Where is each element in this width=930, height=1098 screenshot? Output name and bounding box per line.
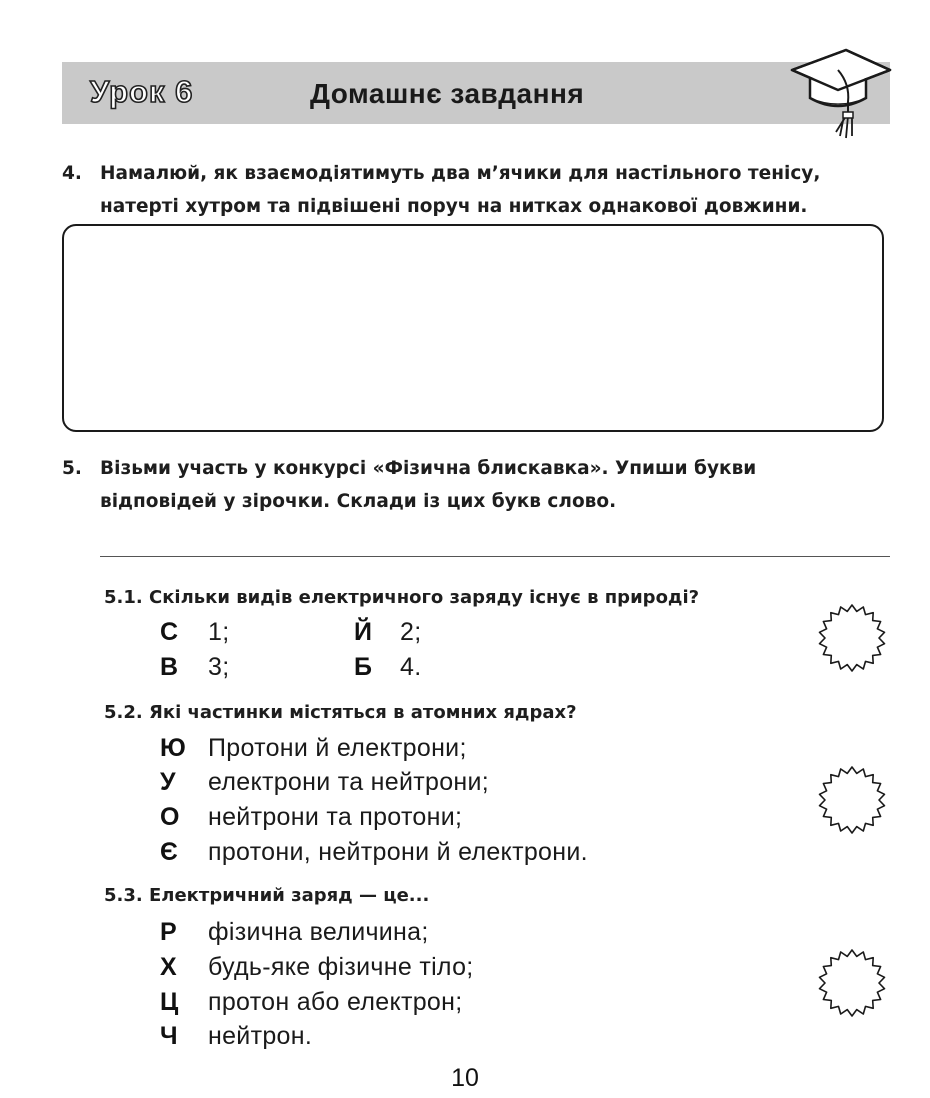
task-number: 5. (62, 458, 82, 479)
option-letter: Б (354, 653, 372, 681)
option-letter: Й (354, 618, 372, 646)
task-text-line: Намалюй, як взаємодіятимуть два м’ячики для настільного тенісу, (100, 163, 821, 184)
star-answer-icon[interactable] (816, 764, 888, 836)
task-text-line: відповідей у зірочки. Склади із цих букв слово. (100, 491, 617, 512)
option-letter: Ц (160, 988, 179, 1016)
graduation-cap-icon (788, 40, 892, 142)
option-text: 3; (208, 653, 230, 681)
option-text: фізична величина; (208, 918, 429, 946)
option-text: 1; (208, 618, 230, 646)
drawing-area[interactable] (62, 224, 884, 432)
option-letter: О (160, 803, 180, 831)
task-text-line: Візьми участь у конкурсі «Фізична блискавка». Упиши букви (100, 458, 757, 479)
task-text-line: натерті хутром та підвішені поруч на нитках однакової довжини. (100, 196, 808, 217)
star-answer-icon[interactable] (816, 947, 888, 1019)
option-text: електрони та нейтрони; (208, 768, 490, 796)
option-letter: Р (160, 918, 177, 946)
option-letter: Ю (160, 734, 186, 762)
question-title: 5.3. Електричний заряд — це... (104, 885, 430, 906)
answer-line[interactable] (100, 556, 890, 557)
option-text: 2; (400, 618, 422, 646)
task-number: 4. (62, 163, 82, 184)
option-text: нейтрон. (208, 1022, 313, 1050)
page-number: 10 (451, 1064, 479, 1092)
option-text: Протони й електрони; (208, 734, 467, 762)
option-text: протони, нейтрони й електрони. (208, 838, 588, 866)
star-answer-icon[interactable] (816, 602, 888, 674)
option-text: будь-яке фізичне тіло; (208, 953, 474, 981)
option-letter: У (160, 768, 176, 796)
question-title: 5.2. Які частинки містяться в атомних ядрах? (104, 702, 577, 723)
option-letter: Х (160, 953, 177, 981)
lesson-label: Урок 6 (90, 74, 194, 109)
option-letter: Ч (160, 1022, 178, 1050)
option-letter: В (160, 653, 179, 681)
option-text: протон або електрон; (208, 988, 463, 1016)
option-text: нейтрони та протони; (208, 803, 463, 831)
option-text: 4. (400, 653, 422, 681)
page-title: Домашнє завдання (310, 78, 585, 109)
option-letter: С (160, 618, 179, 646)
option-letter: Є (160, 838, 178, 866)
question-title: 5.1. Скільки видів електричного заряду існує в природі? (104, 587, 700, 608)
